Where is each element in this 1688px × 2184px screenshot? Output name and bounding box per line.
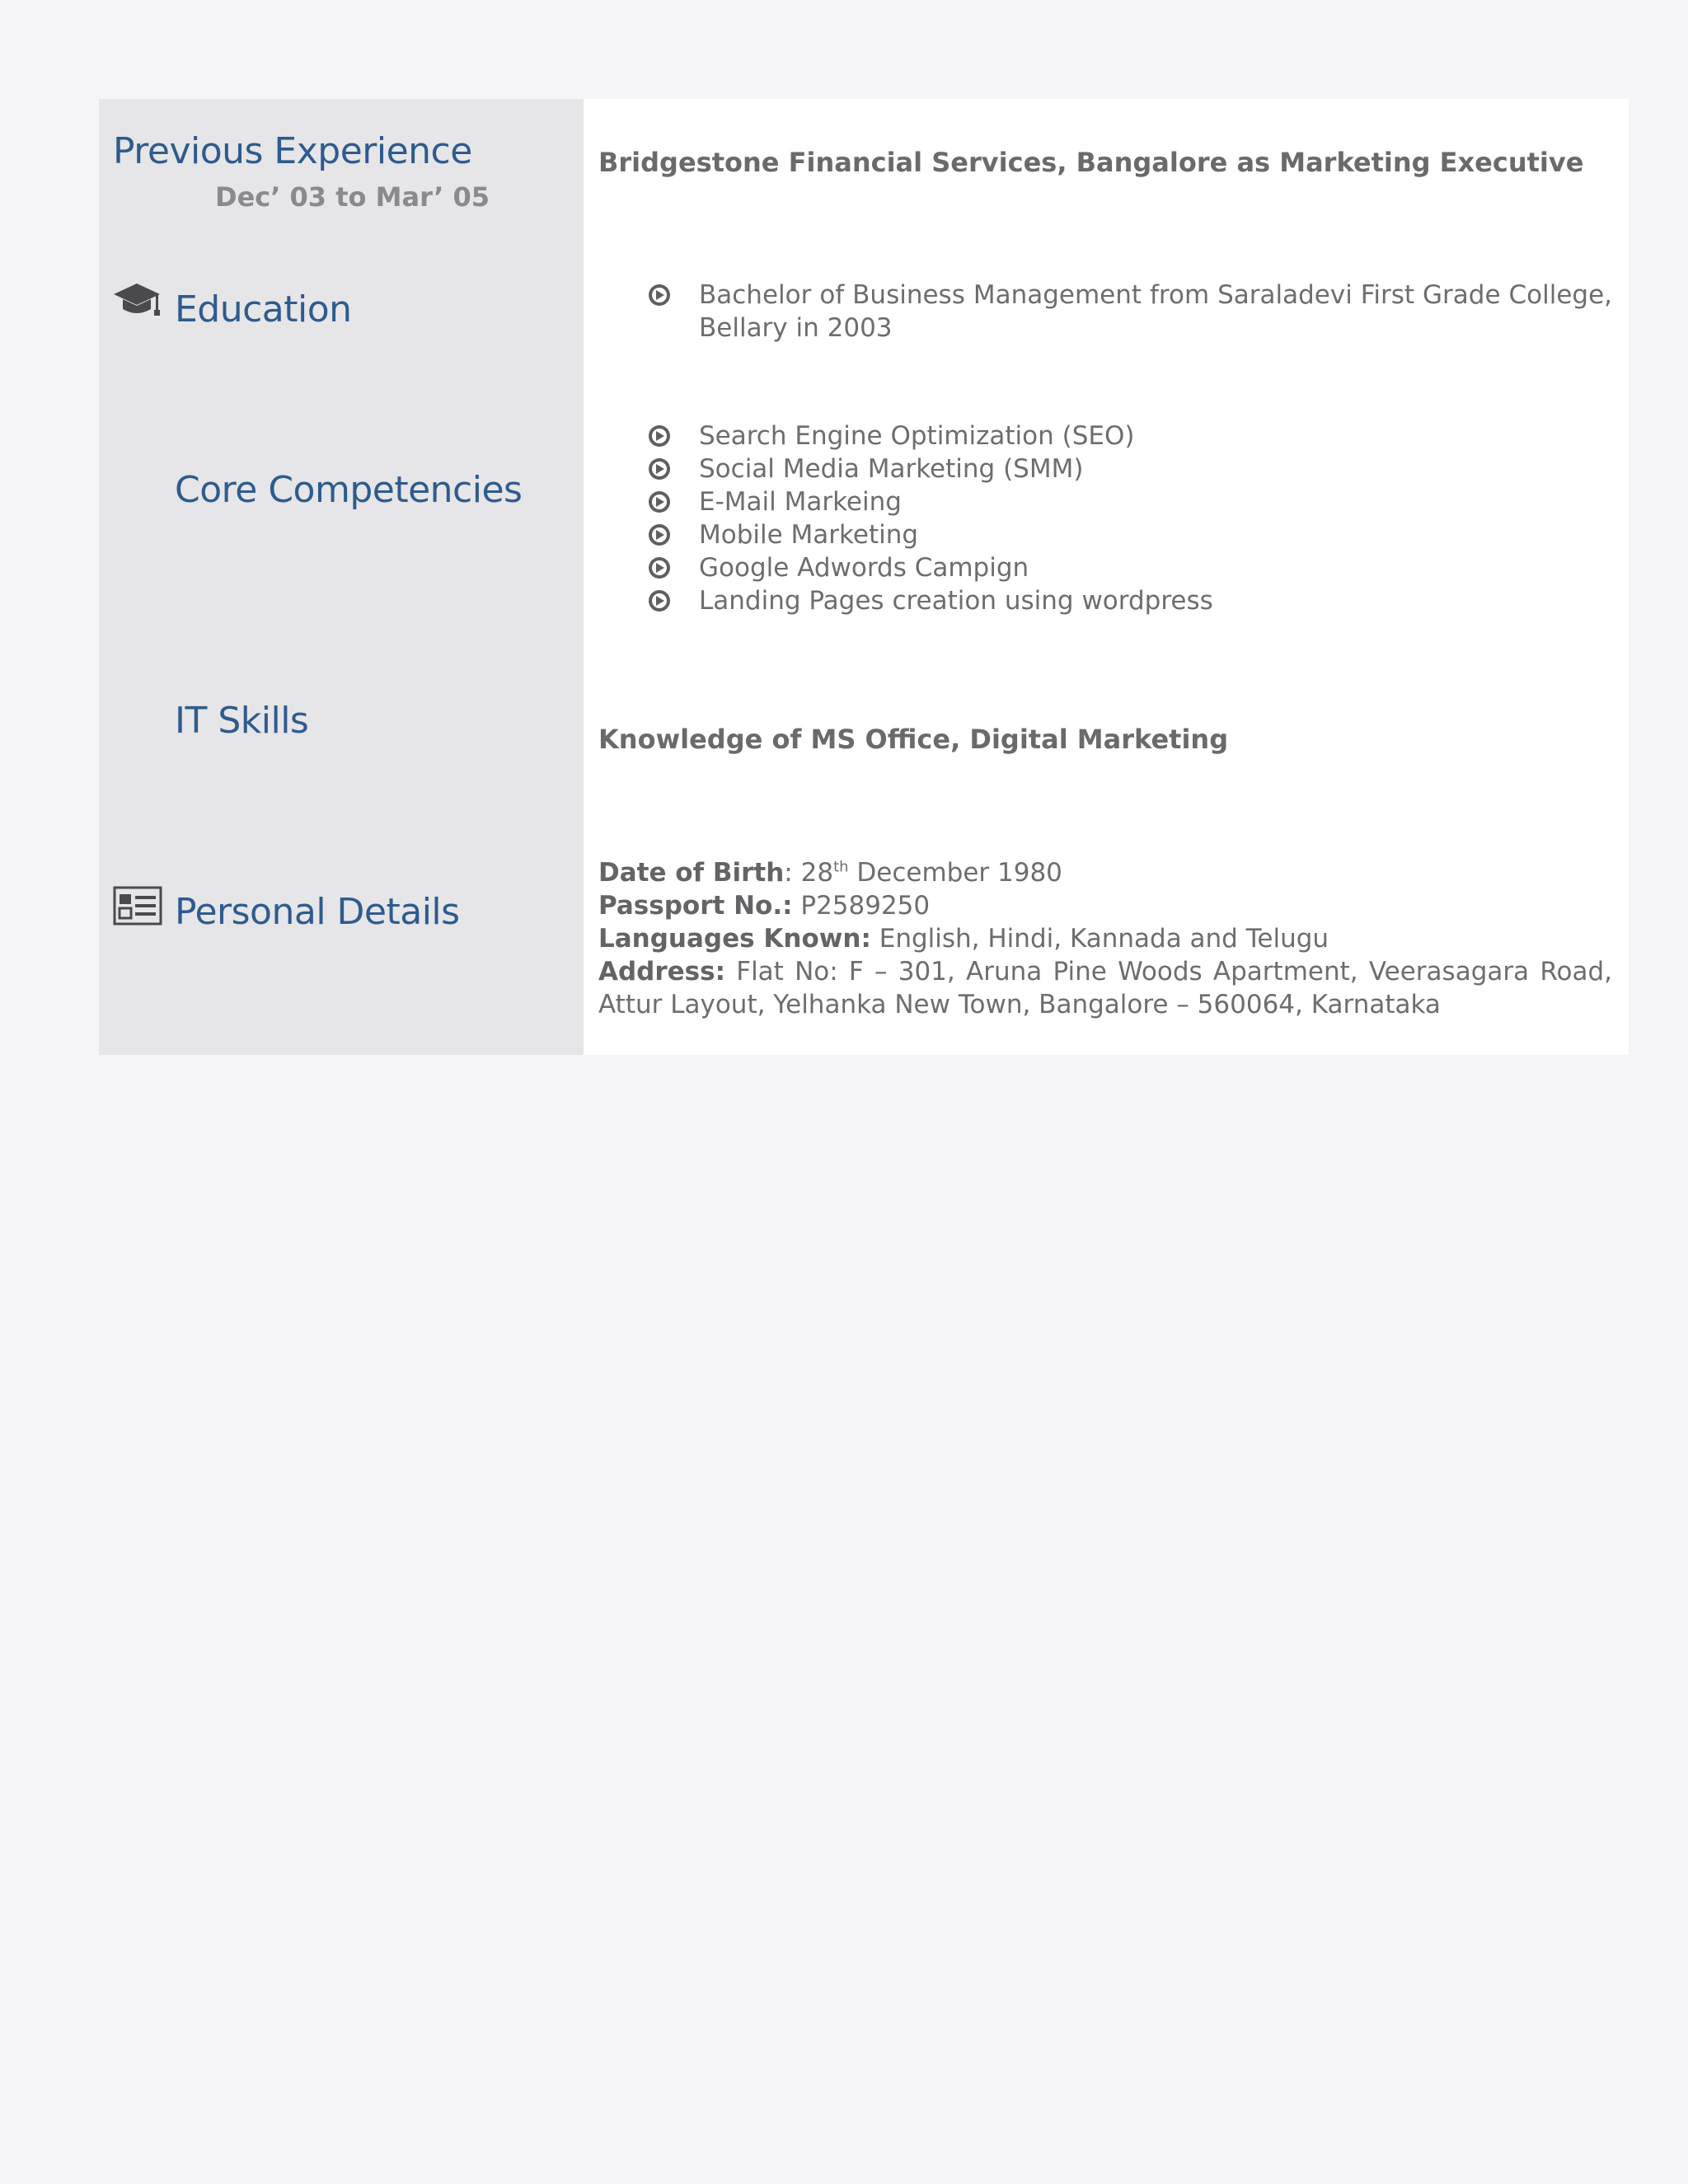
education-heading: Education <box>175 288 352 330</box>
experience-detail: Bridgestone Financial Services, Bangalore as Marketing Executive <box>598 147 1584 178</box>
competency-text: E-Mail Markeing <box>699 487 902 517</box>
dob-suffix: th <box>833 858 849 876</box>
competency-text: Search Engine Optimization (SEO) <box>699 421 1135 451</box>
it-skills-detail: Knowledge of MS Office, Digital Marketing <box>598 724 1229 755</box>
address-label: Address: <box>598 957 725 987</box>
education-list <box>648 279 1612 344</box>
graduation-cap-icon <box>112 282 162 323</box>
play-bullet-icon <box>648 490 671 513</box>
id-card-icon <box>113 886 162 929</box>
languages-label: Languages Known: <box>598 924 871 954</box>
play-bullet-icon <box>648 424 671 448</box>
dob-rest: December 1980 <box>848 858 1062 888</box>
previous-experience-heading: Previous Experience <box>113 130 472 172</box>
competencies-list <box>648 419 1612 617</box>
personal-details-heading: Personal Details <box>175 891 460 933</box>
date-of-birth-line <box>598 856 1612 889</box>
dob-day: 28 <box>800 858 834 888</box>
address-line <box>598 955 1612 1021</box>
passport-label: Passport No.: <box>598 891 793 921</box>
list-item <box>648 452 1612 485</box>
competency-text: Landing Pages creation using wordpress <box>699 586 1213 616</box>
play-bullet-icon <box>648 523 671 546</box>
play-bullet-icon <box>648 457 671 480</box>
address-value: Flat No: F – 301, Aruna Pine Woods Apartment, Veerasagara Road, Attur Layout, Yelhanka New Town, Bangalore – 560064, Karnataka <box>598 957 1612 1019</box>
education-item-text: Bachelor of Business Management from Saraladevi First Grade College, Bellary in 2003 <box>699 280 1612 343</box>
languages-value: English, Hindi, Kannada and Telugu <box>870 924 1329 954</box>
experience-period: Dec’ 03 to Mar’ 05 <box>215 181 490 213</box>
list-item <box>648 485 1612 518</box>
it-skills-heading: IT Skills <box>175 700 309 742</box>
personal-details-block <box>598 856 1612 1021</box>
dob-separator: : <box>784 858 801 888</box>
competency-text: Mobile Marketing <box>699 520 919 550</box>
play-bullet-icon <box>648 284 671 307</box>
passport-line <box>598 889 1612 922</box>
list-item <box>648 279 1612 344</box>
list-item <box>648 584 1612 617</box>
competency-text: Social Media Marketing (SMM) <box>699 454 1084 484</box>
list-item <box>648 551 1612 584</box>
passport-value: P2589250 <box>792 891 931 921</box>
competency-text: Google Adwords Campign <box>699 553 1029 583</box>
core-competencies-heading: Core Competencies <box>175 469 523 511</box>
dob-label: Date of Birth <box>598 858 785 888</box>
resume-page <box>99 99 1629 1055</box>
play-bullet-icon <box>648 556 671 579</box>
play-bullet-icon <box>648 589 671 612</box>
languages-line <box>598 922 1612 955</box>
list-item <box>648 419 1612 452</box>
list-item <box>648 518 1612 551</box>
